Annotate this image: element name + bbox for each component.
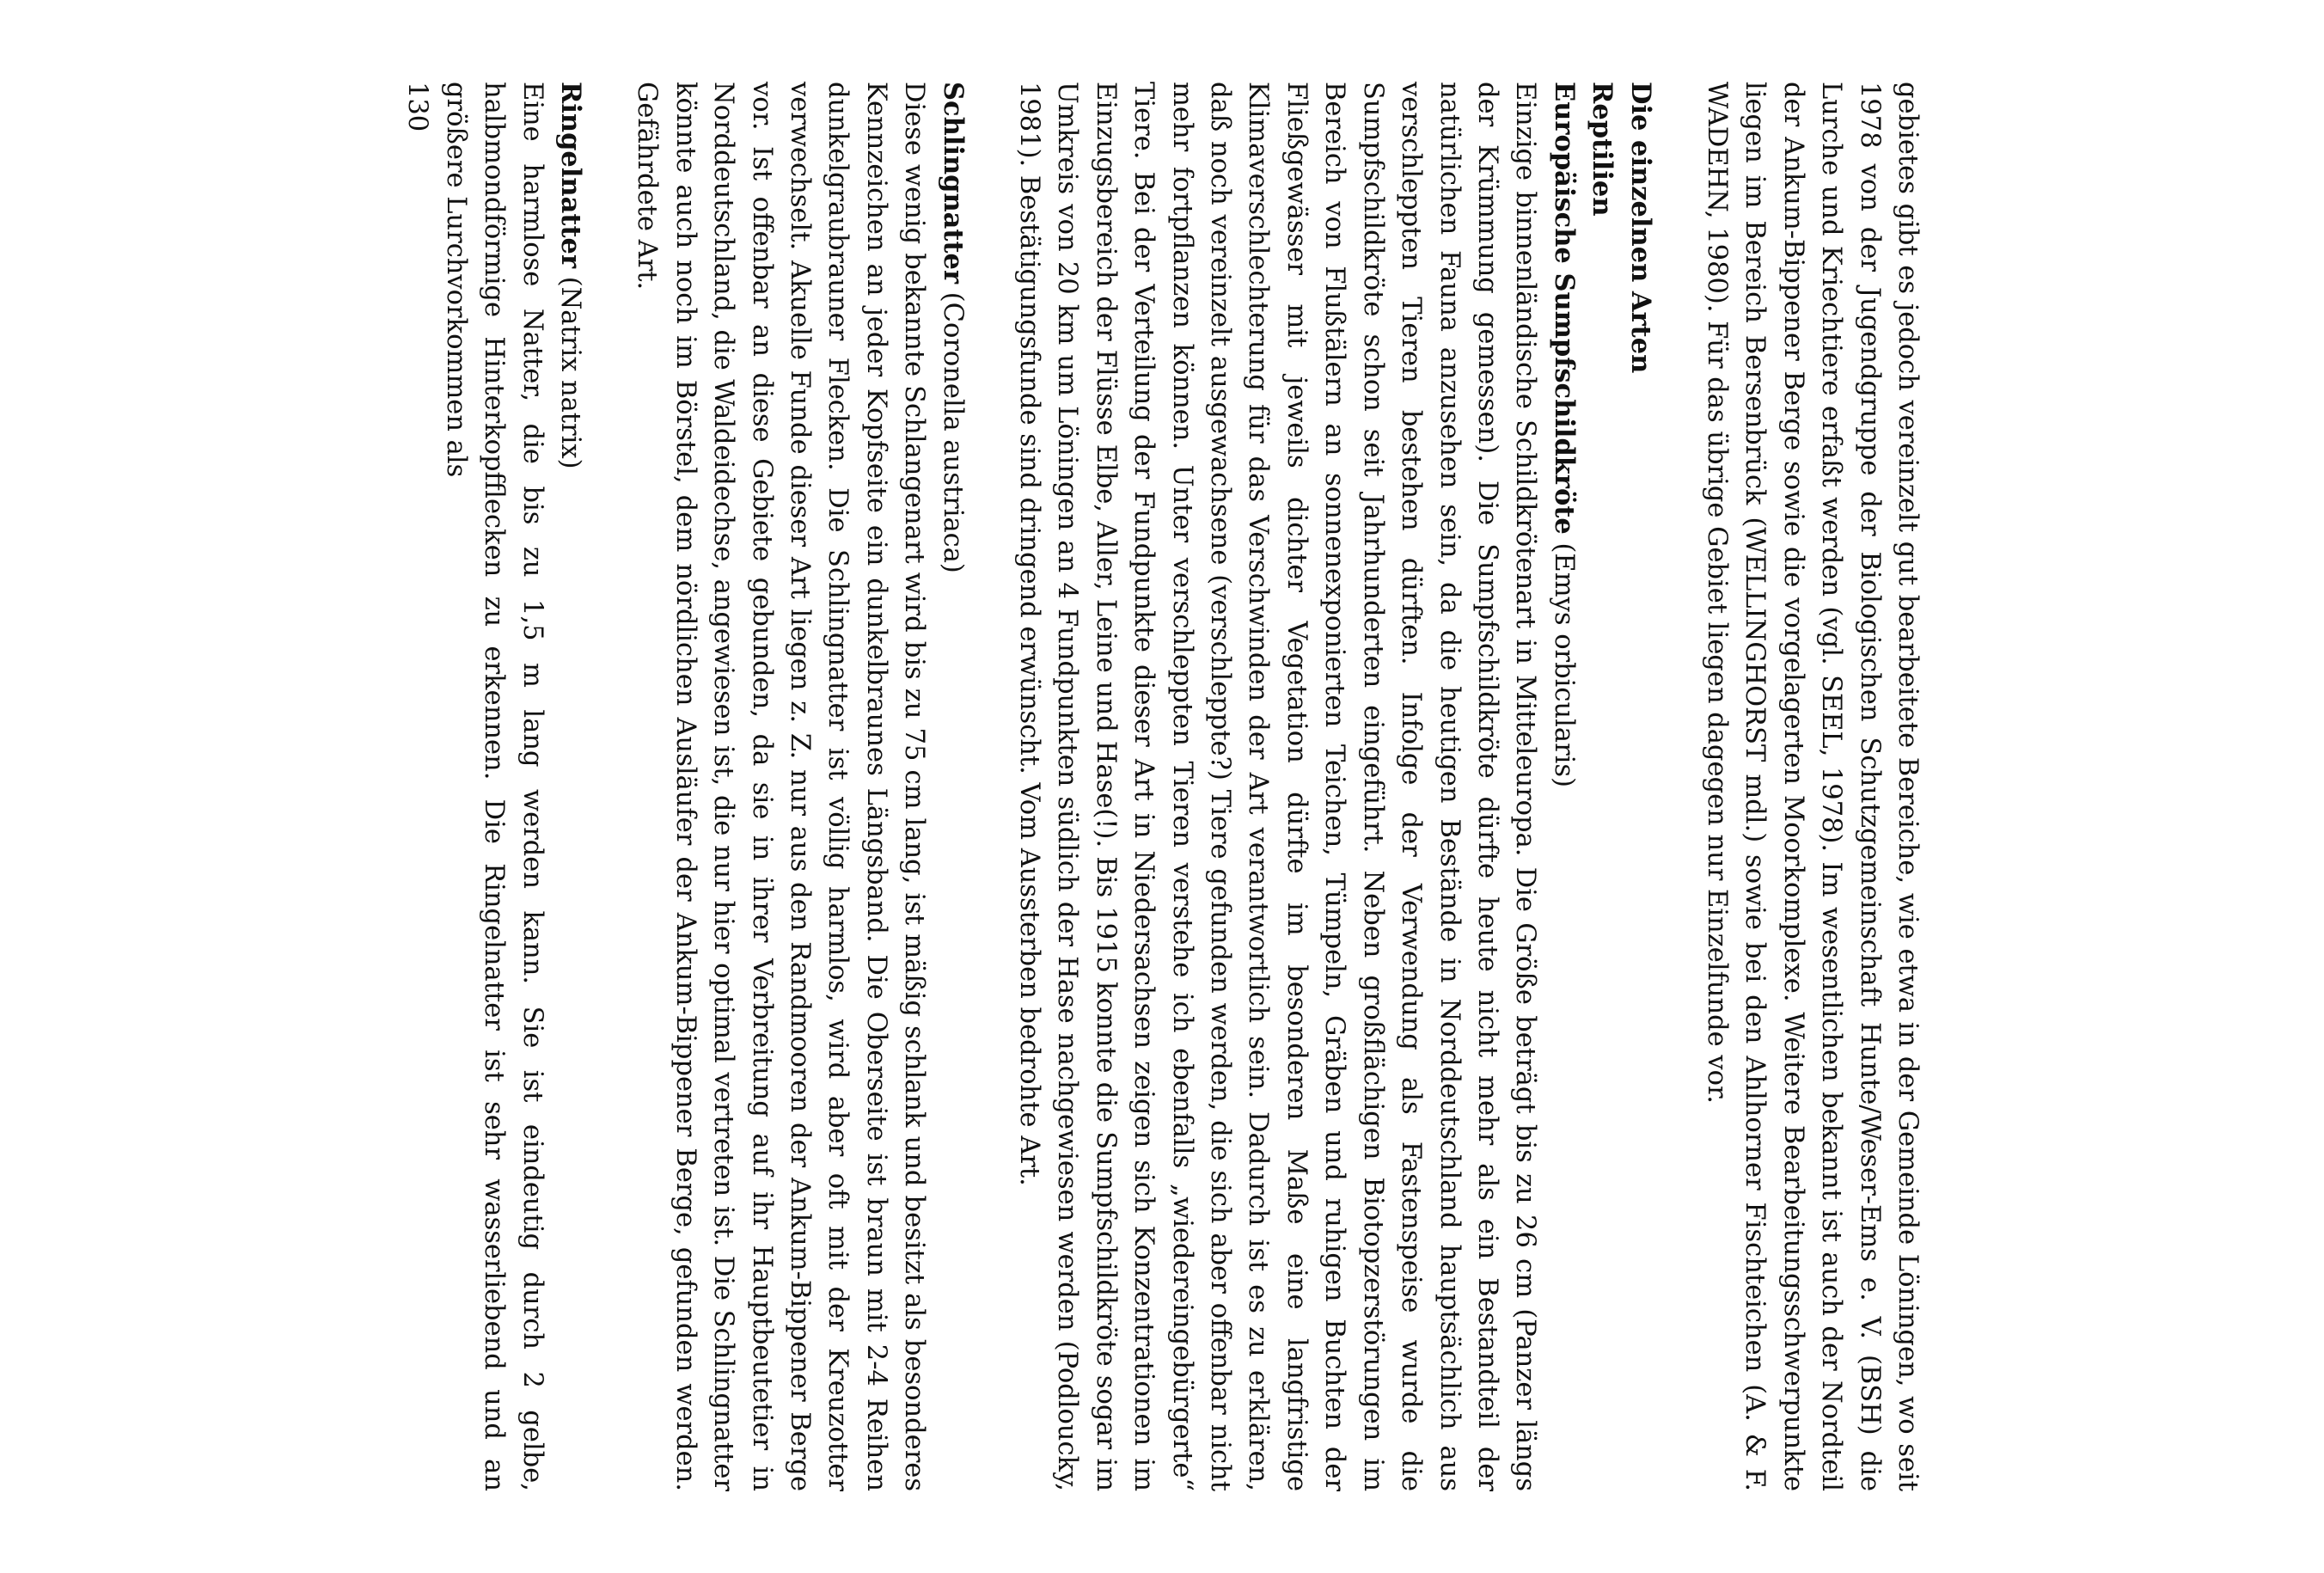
species-name: Europäische Sumpfschildkröte <box>1548 82 1580 535</box>
species-latin-name: (Coronella austriaca) <box>937 291 968 573</box>
species-latin-name: (Natrix natrix) <box>555 276 586 469</box>
species-text: Einzige binnenländische Schildkrötenart in Mitteleuropa. Die Größe beträgt bis zu 26 cm (Panzer längs der Krümmung gemessen). Die Sumpfschildkröte dürfte heute nicht mehr als ein Bestandteil der natürlichen Fauna anzusehen sein, da die heutigen Bestände in Norddeutschland hauptsächlich aus verschleppten Tieren bestehen dürften. Infolge der Verwendung als Fastenspeise wurde die Sumpfschildkröte schon seit Jahrhunderten eingeführt. Neben großflächigen Biotopzerstörungen im Bereich von Flußtälern an sonnenexponierten Teichen, Tümpeln, Gräben und ruhigen Buchten der Fließgewässer mit jeweils dichter Vegetation dürfte im besonderen Maße eine langfristige Klimaverschlechterung für das Verschwinden der Art verantwortlich sein. Dadurch ist es zu erklären, daß noch vereinzelt ausgewachsene (verschleppte?) Tiere gefunden werden, die sich aber offenbar nicht mehr fortpflanzen können. Unter verschleppten Tieren verstehe ich ebenfalls „wiedereingebürgerte“ Tiere. Bei der Verteilung der Fundpunkte dieser Art in Niedersachsen zeigen sich Konzentrationen im Einzugsbereich der Flüsse Elbe, Aller, Leine und Hase(!). Bis 1915 konnte die Sumpfschildkröte sogar im Umkreis von 20 km um Löningen an 4 Fundpunkten südlich der Hase nachgewiesen werden (Podloucky, 1981). Bestätigungsfunde sind dringend erwünscht. Vom Aussterben bedrohte Art. <box>1014 82 1541 1491</box>
species-name: Ringelnatter <box>555 82 587 269</box>
page-number: 130 <box>402 82 433 132</box>
species-title <box>551 82 590 1491</box>
species-title <box>933 82 971 1491</box>
subsection-heading: Reptilien <box>1587 82 1618 217</box>
species-text: Diese wenig bekannte Schlangenart wird bis zu 75 cm lang, ist mäßig schlank und besitzt als besonderes Kennzeichen an jeder Kopfseite ein dunkelbraunes Längsband. Die Oberseite ist braun mit 2-4 Reihen dunkelgraubrauner Flecken. Die Schlingnatter ist völlig harmlos, wird aber oft mit der Kreuzotter verwechselt. Akuelle Funde dieser Art liegen z. Z. nur aus den Randmooren der Ankum-Bippener Berge vor. Ist offenbar an diese Gebiete gebunden, da sie in ihrer Verbreitung auf ihr Hauptbeutetier in Norddeutschland, die Waldeidechse, angewiesen ist, die nur hier optimal vertreten ist. Die Schlingnatter könnte auch noch im Börstel, dem nördlichen Ausläufer der Ankum-Bippener Berge, gefunden werden. Gefährdete Art. <box>632 82 930 1491</box>
species-text: Eine harmlose Natter, die bis zu 1,5 m lang werden kann. Sie ist eindeutig durch 2 gelbe, halbmondförmige Hinterkopfflecken zu erkennen. Die Ringelnatter ist sehr wasserliebend und an größere Lurchvorkommen als <box>440 82 547 1491</box>
section-header <box>1583 82 1660 1491</box>
species-name: Schlingnatter <box>937 82 969 285</box>
rotated-text-column <box>398 82 1926 1491</box>
species-latin-name: (Emys orbicularis) <box>1548 542 1579 787</box>
section-heading: Die einzelnen Arten <box>1624 82 1656 374</box>
species-entry-ringelnatter <box>436 82 590 1491</box>
intro-paragraph: gebietes gibt es jedoch vereinzelt gut bearbeitete Bereiche, wie etwa in der Gemeinde Löningen, wo seit 1978 von der Jugendgruppe der Biologischen Schutzgemeinschaft Hunte/Weser-Ems e. V. (BSH) die Lurche und Kriechtiere erfaßt werden (vgl. SEEL, 1978). Im wesentlichen bekannt ist auch der Nordteil der Ankum-Bippener Berge sowie die vorgelagerten Moorkomplexe. Weitere Bearbeitungsschwerpunkte liegen im Bereich Bersenbrück (WELLINGHORST mdl.) sowie bei den Ahlhorner Fischteichen (A. & F. WADEHN, 1980). Für das übrige Gebiet liegen dagegen nur Einzelfunde vor. <box>1701 82 1923 1491</box>
species-entry-sumpfschildkroete <box>1010 82 1583 1491</box>
species-title <box>1544 82 1582 1491</box>
species-entry-schlingnatter <box>627 82 972 1491</box>
